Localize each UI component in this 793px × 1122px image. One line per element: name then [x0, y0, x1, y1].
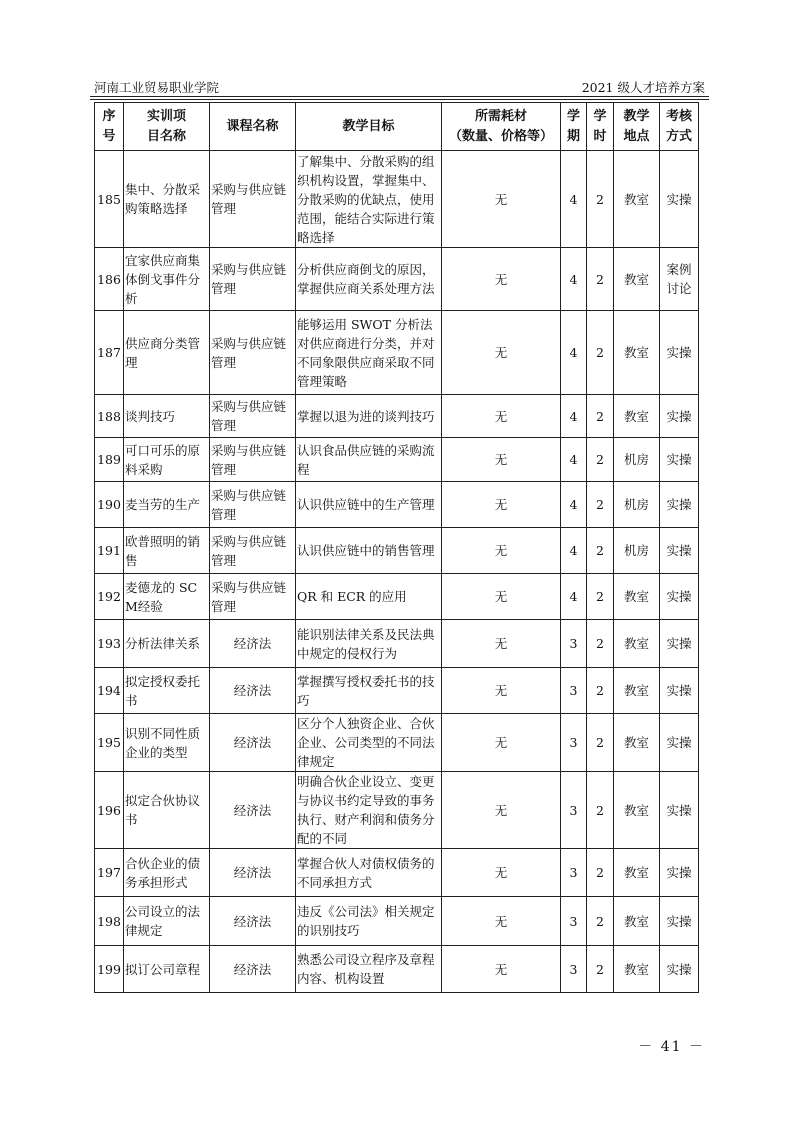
- course-name-cell: 经济法: [210, 772, 296, 849]
- assessment-cell: 实操: [660, 311, 699, 395]
- project-name-cell: 麦当劳的生产: [124, 482, 210, 528]
- hours-cell: 2: [587, 482, 614, 528]
- teaching-goal-cell: 认识食品供应链的采购流程: [296, 438, 442, 482]
- header-label-line1: 实训项: [146, 108, 186, 124]
- hours-cell: 2: [587, 574, 614, 620]
- materials-cell: 无: [442, 714, 561, 772]
- project-name-cell: 分析法律关系: [124, 620, 210, 668]
- location-cell: 教室: [614, 946, 660, 993]
- term-cell: 4: [561, 151, 587, 248]
- location-cell: 教室: [614, 897, 660, 946]
- hours-cell: 2: [587, 248, 614, 311]
- course-name-cell: 经济法: [210, 946, 296, 993]
- col-course-header: [210, 103, 296, 151]
- header-label-line1: 序: [102, 108, 116, 124]
- assessment-cell: 实操: [660, 151, 699, 248]
- col-exam-header: [660, 103, 699, 151]
- project-name-cell: 公司设立的法律规定: [124, 897, 210, 946]
- assessment-cell: 实操: [660, 714, 699, 772]
- header-label-line2: 方式: [665, 128, 692, 144]
- hours-cell: 2: [587, 946, 614, 993]
- location-cell: 教室: [614, 849, 660, 897]
- row-number-cell: 198: [95, 897, 124, 946]
- course-name-cell: 采购与供应链管理: [210, 395, 296, 438]
- table-row: [95, 946, 699, 993]
- project-name-cell: 拟定授权委托书: [124, 668, 210, 714]
- project-name-cell: 识别不同性质企业的类型: [124, 714, 210, 772]
- assessment-cell: 实操: [660, 574, 699, 620]
- location-cell: 教室: [614, 311, 660, 395]
- table-row: [95, 438, 699, 482]
- location-cell: 教室: [614, 620, 660, 668]
- hours-cell: 2: [587, 528, 614, 574]
- teaching-goal-cell: 能识别法律关系及民法典中规定的侵权行为: [296, 620, 442, 668]
- hours-cell: 2: [587, 714, 614, 772]
- teaching-goal-cell: QR 和 ECR 的应用: [296, 574, 442, 620]
- materials-cell: 无: [442, 311, 561, 395]
- col-no-header: [95, 103, 124, 151]
- table-row: [95, 482, 699, 528]
- term-cell: 3: [561, 714, 587, 772]
- location-cell: 机房: [614, 438, 660, 482]
- materials-cell: 无: [442, 897, 561, 946]
- row-number-cell: 187: [95, 311, 124, 395]
- project-name-cell: 拟定合伙协议书: [124, 772, 210, 849]
- header-label-line2: （数量、价格等）: [448, 128, 553, 144]
- materials-cell: 无: [442, 849, 561, 897]
- term-cell: 4: [561, 395, 587, 438]
- term-cell: 3: [561, 620, 587, 668]
- location-cell: 教室: [614, 714, 660, 772]
- assessment-cell: 实操: [660, 395, 699, 438]
- table-header-row: [95, 103, 699, 151]
- row-number-cell: 197: [95, 849, 124, 897]
- materials-cell: 无: [442, 395, 561, 438]
- location-cell: 教室: [614, 574, 660, 620]
- course-name-cell: 经济法: [210, 620, 296, 668]
- materials-cell: 无: [442, 772, 561, 849]
- term-cell: 4: [561, 311, 587, 395]
- table-row: [95, 849, 699, 897]
- course-name-cell: 采购与供应链管理: [210, 248, 296, 311]
- header-label-line2: 号: [102, 128, 116, 144]
- course-name-cell: 采购与供应链管理: [210, 438, 296, 482]
- location-cell: 教室: [614, 248, 660, 311]
- assessment-cell: 实操: [660, 528, 699, 574]
- teaching-goal-cell: 了解集中、分散采购的组织机构设置，掌握集中、分散采购的优缺点，使用范围，能结合实际进行策略选择: [296, 151, 442, 248]
- course-name-cell: 经济法: [210, 668, 296, 714]
- project-name-cell: 欧普照明的销售: [124, 528, 210, 574]
- term-cell: 3: [561, 668, 587, 714]
- hours-cell: 2: [587, 151, 614, 248]
- table-row: [95, 772, 699, 849]
- course-name-cell: 采购与供应链管理: [210, 311, 296, 395]
- project-name-cell: 集中、分散采购策略选择: [124, 151, 210, 248]
- materials-cell: 无: [442, 438, 561, 482]
- course-name-cell: 经济法: [210, 714, 296, 772]
- location-cell: 机房: [614, 528, 660, 574]
- materials-cell: 无: [442, 668, 561, 714]
- project-name-cell: 麦德龙的 SCM经验: [124, 574, 210, 620]
- teaching-goal-cell: 分析供应商倒戈的原因，掌握供应商关系处理方法: [296, 248, 442, 311]
- header-label-line2: 地点: [623, 128, 650, 144]
- teaching-goal-cell: 认识供应链中的生产管理: [296, 482, 442, 528]
- teaching-goal-cell: 能够运用 SWOT 分析法对供应商进行分类，并对不同象限供应商采取不同管理策略: [296, 311, 442, 395]
- col-place-header: [614, 103, 660, 151]
- teaching-goal-cell: 区分个人独资企业、合伙企业、公司类型的不同法律规定: [296, 714, 442, 772]
- term-cell: 4: [561, 528, 587, 574]
- table-row: [95, 714, 699, 772]
- row-number-cell: 199: [95, 946, 124, 993]
- location-cell: 机房: [614, 482, 660, 528]
- row-number-cell: 195: [95, 714, 124, 772]
- teaching-goal-cell: 掌握合伙人对债权债务的不同承担方式: [296, 849, 442, 897]
- materials-cell: 无: [442, 248, 561, 311]
- materials-cell: 无: [442, 620, 561, 668]
- table-row: [95, 395, 699, 438]
- header-school-name: 河南工业贸易职业学院: [94, 80, 220, 95]
- row-number-cell: 188: [95, 395, 124, 438]
- teaching-goal-cell: 认识供应链中的销售管理: [296, 528, 442, 574]
- assessment-cell: 实操: [660, 849, 699, 897]
- assessment-cell: 实操: [660, 668, 699, 714]
- header-label-line1: 学: [593, 108, 607, 124]
- row-number-cell: 191: [95, 528, 124, 574]
- term-cell: 3: [561, 849, 587, 897]
- table-row: [95, 620, 699, 668]
- header-label-line1: 考核: [665, 108, 692, 124]
- materials-cell: 无: [442, 574, 561, 620]
- term-cell: 4: [561, 248, 587, 311]
- row-number-cell: 196: [95, 772, 124, 849]
- header-label-line1: 学: [566, 108, 580, 124]
- col-project-header: [124, 103, 210, 151]
- term-cell: 4: [561, 482, 587, 528]
- assessment-cell: 实操: [660, 620, 699, 668]
- table-row: [95, 248, 699, 311]
- row-number-cell: 193: [95, 620, 124, 668]
- course-name-cell: 采购与供应链管理: [210, 574, 296, 620]
- course-name-cell: 采购与供应链管理: [210, 482, 296, 528]
- row-number-cell: 186: [95, 248, 124, 311]
- project-name-cell: 可口可乐的原料采购: [124, 438, 210, 482]
- col-materials-header: [442, 103, 561, 151]
- assessment-cell: 实操: [660, 946, 699, 993]
- course-name-cell: 采购与供应链管理: [210, 151, 296, 248]
- project-name-cell: 合伙企业的债务承担形式: [124, 849, 210, 897]
- term-cell: 4: [561, 438, 587, 482]
- materials-cell: 无: [442, 946, 561, 993]
- hours-cell: 2: [587, 897, 614, 946]
- teaching-goal-cell: 掌握撰写授权委托书的技巧: [296, 668, 442, 714]
- location-cell: 教室: [614, 151, 660, 248]
- header-rule-thin: [90, 99, 709, 100]
- table-body: [95, 151, 699, 993]
- header-rule: [90, 96, 709, 97]
- table-row: [95, 897, 699, 946]
- course-name-cell: 经济法: [210, 897, 296, 946]
- training-projects-table: [94, 102, 699, 993]
- project-name-cell: 供应商分类管理: [124, 311, 210, 395]
- col-hours-header: [587, 103, 614, 151]
- term-cell: 4: [561, 574, 587, 620]
- hours-cell: 2: [587, 311, 614, 395]
- table-row: [95, 574, 699, 620]
- term-cell: 3: [561, 772, 587, 849]
- header-label-line1: 教学目标: [342, 118, 395, 134]
- location-cell: 教室: [614, 668, 660, 714]
- table-row: [95, 528, 699, 574]
- hours-cell: 2: [587, 438, 614, 482]
- hours-cell: 2: [587, 620, 614, 668]
- location-cell: 教室: [614, 772, 660, 849]
- course-name-cell: 采购与供应链管理: [210, 528, 296, 574]
- materials-cell: 无: [442, 528, 561, 574]
- table-row: [95, 668, 699, 714]
- row-number-cell: 192: [95, 574, 124, 620]
- materials-cell: 无: [442, 151, 561, 248]
- header-label-line1: 课程名称: [226, 118, 279, 134]
- course-name-cell: 经济法: [210, 849, 296, 897]
- hours-cell: 2: [587, 395, 614, 438]
- header-label-line1: 所需耗材: [474, 108, 527, 124]
- location-cell: 教室: [614, 395, 660, 438]
- teaching-goal-cell: 违反《公司法》相关规定的识别技巧: [296, 897, 442, 946]
- header-label-line1: 教学: [623, 108, 650, 124]
- project-name-cell: 宜家供应商集体倒戈事件分析: [124, 248, 210, 311]
- header-label-line2: 目名称: [146, 128, 186, 144]
- assessment-cell: 实操: [660, 438, 699, 482]
- project-name-cell: 拟订公司章程: [124, 946, 210, 993]
- assessment-cell: 实操: [660, 897, 699, 946]
- table-row: [95, 151, 699, 248]
- teaching-goal-cell: 熟悉公司设立程序及章程内容、机构设置: [296, 946, 442, 993]
- teaching-goal-cell: 明确合伙企业设立、变更与协议书约定导致的事务执行、财产利润和债务分配的不同: [296, 772, 442, 849]
- page-number: － 41 －: [638, 1039, 705, 1055]
- term-cell: 3: [561, 897, 587, 946]
- term-cell: 3: [561, 946, 587, 993]
- header-label-line2: 期: [566, 128, 580, 144]
- col-term-header: [561, 103, 587, 151]
- assessment-cell: 案例讨论: [660, 248, 699, 311]
- hours-cell: 2: [587, 772, 614, 849]
- table-row: [95, 311, 699, 395]
- project-name-cell: 谈判技巧: [124, 395, 210, 438]
- row-number-cell: 185: [95, 151, 124, 248]
- teaching-goal-cell: 掌握以退为进的谈判技巧: [296, 395, 442, 438]
- materials-cell: 无: [442, 482, 561, 528]
- row-number-cell: 194: [95, 668, 124, 714]
- row-number-cell: 189: [95, 438, 124, 482]
- hours-cell: 2: [587, 668, 614, 714]
- row-number-cell: 190: [95, 482, 124, 528]
- assessment-cell: 实操: [660, 772, 699, 849]
- hours-cell: 2: [587, 849, 614, 897]
- assessment-cell: 实操: [660, 482, 699, 528]
- header-plan-title: 2021 级人才培养方案: [581, 80, 705, 95]
- header-label-line2: 时: [593, 128, 607, 144]
- col-goal-header: [296, 103, 442, 151]
